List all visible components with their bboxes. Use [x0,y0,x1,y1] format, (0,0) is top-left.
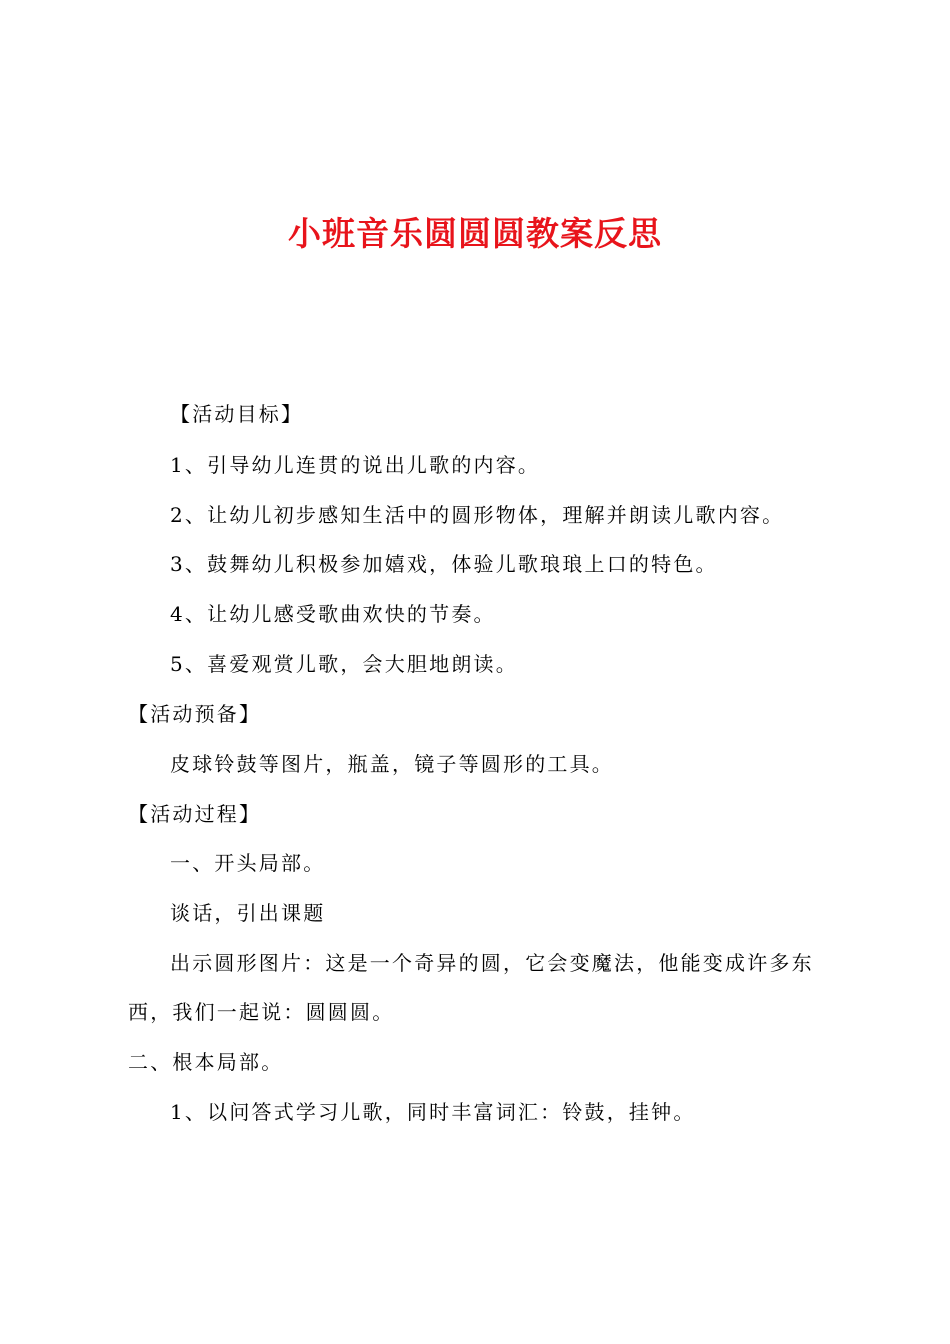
preparation-text: 皮球铃鼓等图片，瓶盖，镜子等圆形的工具。 [170,752,614,776]
goal-item-3: 3、鼓舞幼儿积极参加嬉戏，体验儿歌琅琅上口的特色。 [170,552,718,576]
goal-item-5: 5、喜爱观赏儿歌，会大胆地朗读。 [170,652,518,676]
process-step-2-heading: 二、根本局部。 [128,1050,284,1074]
document-title: 小班音乐圆圆圆教案反思 [288,214,662,253]
section-heading-preparation: 【活动预备】 [128,702,262,726]
process-paragraph: 出示圆形图片：这是一个奇异的圆，它会变魔法，他能变成许多东 [170,951,814,975]
goal-item-2: 2、让幼儿初步感知生活中的圆形物体，理解并朗读儿歌内容。 [170,503,785,527]
section-heading-goals: 【活动目标】 [170,402,304,426]
section-heading-process: 【活动过程】 [128,802,262,826]
process-paragraph-continuation: 西，我们一起说：圆圆圆。 [128,1000,395,1024]
goal-item-1: 1、引导幼儿连贯的说出儿歌的内容。 [170,453,541,477]
goal-item-4: 4、让幼儿感受歌曲欢快的节奏。 [170,602,496,626]
process-paragraph: 1、以问答式学习儿歌，同时丰富词汇：铃鼓，挂钟。 [170,1100,696,1124]
process-paragraph: 谈话，引出课题 [170,901,326,925]
process-step-1-heading: 一、开头局部。 [170,851,326,875]
